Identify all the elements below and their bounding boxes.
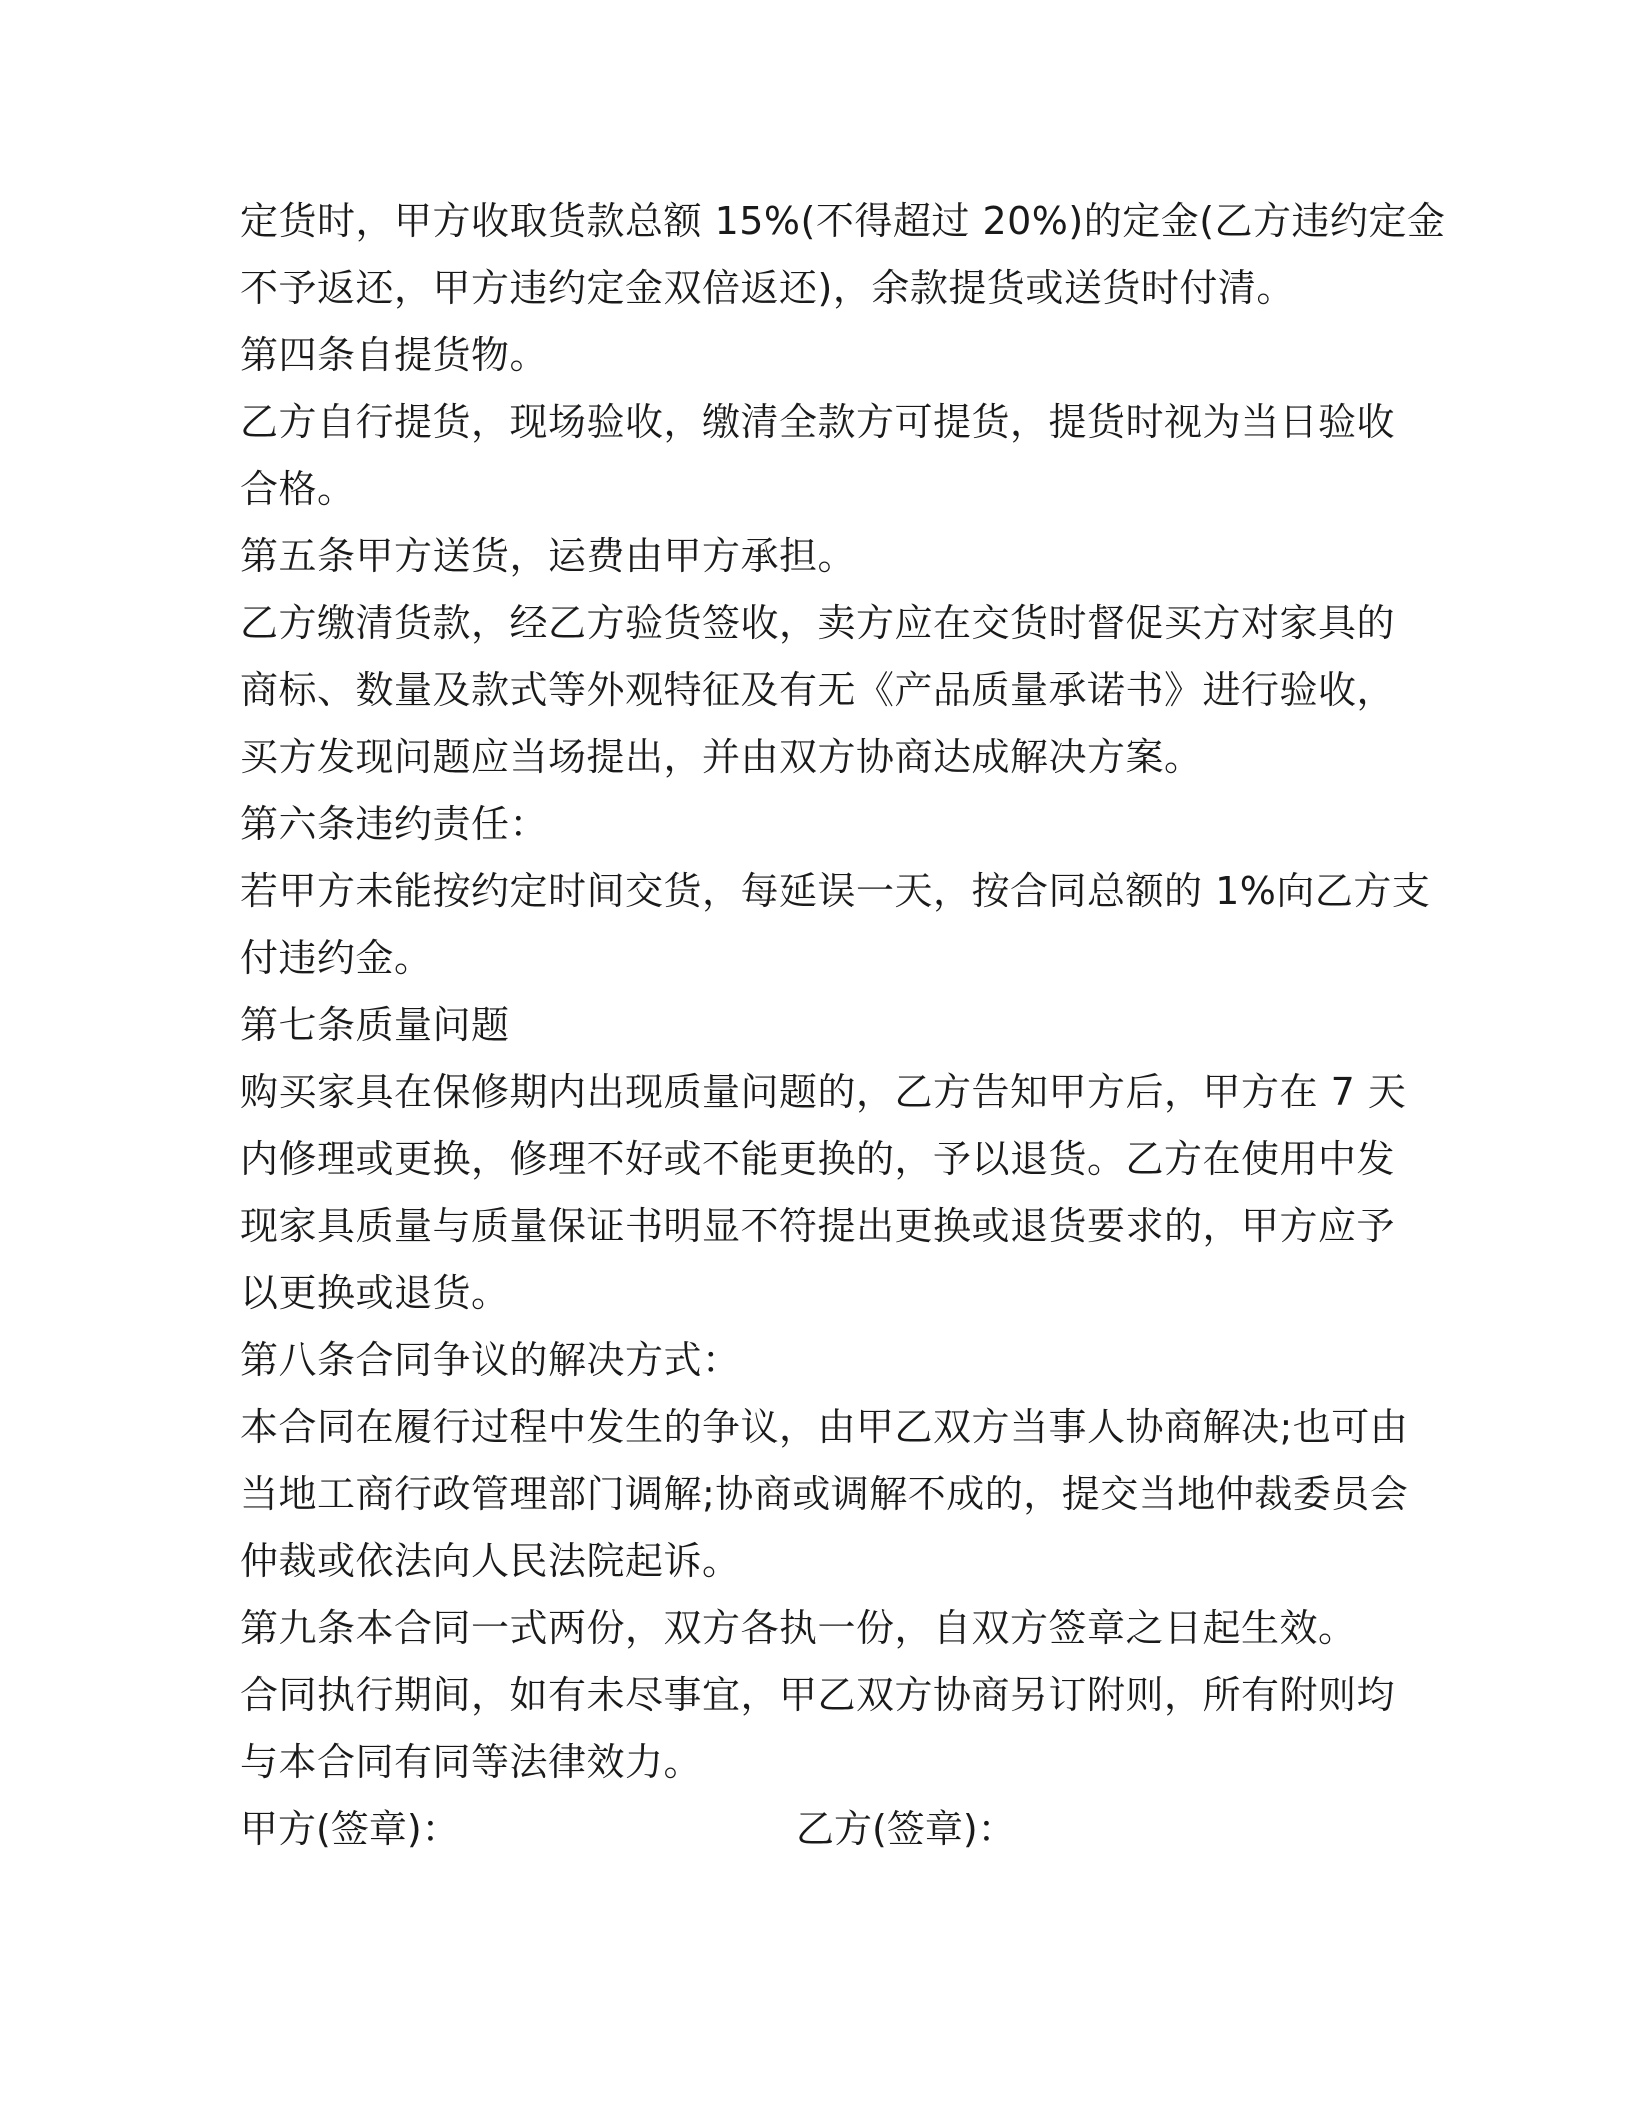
text-line: 买方发现问题应当场提出，并由双方协商达成解决方案。 bbox=[240, 735, 1203, 779]
signature-row bbox=[240, 1796, 1400, 1863]
text-line: 乙方缴清货款，经乙方验货签收，卖方应在交货时督促买方对家具的 bbox=[240, 601, 1396, 645]
text-line: 购买家具在保修期内出现质量问题的，乙方告知甲方后，甲方在 7 天 bbox=[240, 1070, 1407, 1114]
text-line: 合格。 bbox=[240, 467, 356, 511]
clause-heading-7: 第七条质量问题 bbox=[240, 1003, 510, 1047]
text-line: 现家具质量与质量保证书明显不符提出更换或退货要求的，甲方应予 bbox=[240, 1204, 1396, 1248]
text-line: 若甲方未能按约定时间交货，每延误一天，按合同总额的 1%向乙方支 bbox=[240, 869, 1431, 913]
text-line: 仲裁或依法向人民法院起诉。 bbox=[240, 1539, 741, 1583]
text-line: 与本合同有同等法律效力。 bbox=[240, 1740, 703, 1784]
text-line: 乙方自行提货，现场验收，缴清全款方可提货，提货时视为当日验收 bbox=[240, 400, 1396, 444]
text-line: 内修理或更换，修理不好或不能更换的，予以退货。乙方在使用中发 bbox=[240, 1137, 1396, 1181]
party-b-signature-label: 乙方(签章)： bbox=[796, 1807, 1016, 1851]
party-a-signature-label: 甲方(签章)： bbox=[240, 1807, 460, 1851]
text-line: 本合同在履行过程中发生的争议，由甲乙双方当事人协商解决;也可由 bbox=[240, 1405, 1409, 1449]
contract-body bbox=[240, 188, 1446, 1863]
text-line: 以更换或退货。 bbox=[240, 1271, 510, 1315]
clause-heading-9: 第九条本合同一式两份，双方各执一份，自双方签章之日起生效。 bbox=[240, 1606, 1357, 1650]
text-line: 付违约金。 bbox=[240, 936, 433, 980]
text-line: 商标、数量及款式等外观特征及有无《产品质量承诺书》进行验收， bbox=[240, 668, 1396, 712]
clause-heading-4: 第四条自提货物。 bbox=[240, 333, 549, 377]
text-line: 不予返还，甲方违约定金双倍返还)，余款提货或送货时付清。 bbox=[240, 266, 1295, 310]
clause-heading-5: 第五条甲方送货，运费由甲方承担。 bbox=[240, 534, 857, 578]
clause-heading-8: 第八条合同争议的解决方式： bbox=[240, 1338, 741, 1382]
text-line: 定货时，甲方收取货款总额 15%(不得超过 20%)的定金(乙方违约定金 bbox=[240, 199, 1446, 243]
clause-heading-6: 第六条违约责任： bbox=[240, 802, 549, 846]
text-line: 当地工商行政管理部门调解;协商或调解不成的，提交当地仲裁委员会 bbox=[240, 1472, 1409, 1516]
text-line: 合同执行期间，如有未尽事宜，甲乙双方协商另订附则，所有附则均 bbox=[240, 1673, 1396, 1717]
